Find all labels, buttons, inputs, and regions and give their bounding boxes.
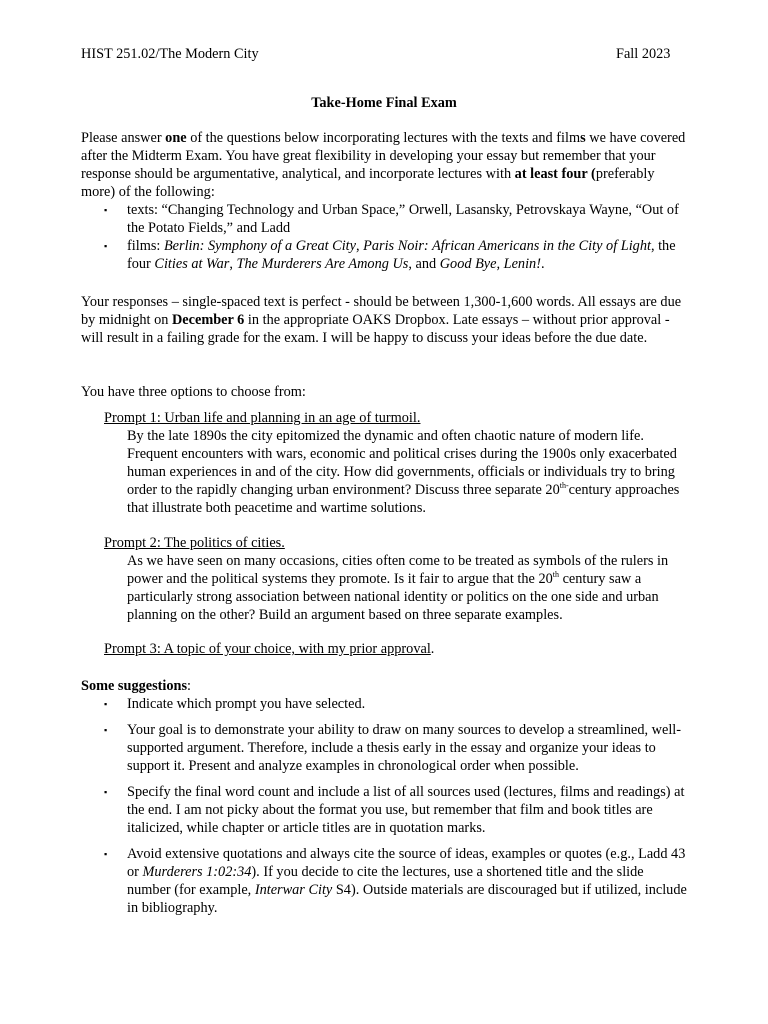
- list-item: ▪ Specify the final word count and include a list of all sources used (lectures, films and readings) at the end. I am not picky about the format you use, but remember that film and book titles are italicized, while chapter or article titles are in quotation marks.: [104, 784, 685, 836]
- options-intro: You have three options to choose from:: [81, 384, 306, 400]
- list-item: ▪ texts: “Changing Technology and Urban Space,” Orwell, Lasansky, Petrovskaya Wayne, “Out of the Potato Fields,” and Ladd: [104, 202, 679, 236]
- bullet-icon: ▪: [104, 725, 108, 735]
- bullet-icon: ▪: [104, 241, 108, 251]
- list-item: ▪ films: Berlin: Symphony of a Great City, Paris Noir: African Americans in the City of Light, the four Cities at War, The Murderers Are Among Us, and Good Bye, Lenin!.: [104, 238, 676, 272]
- intro-paragraph: Please answer one of the questions below incorporating lectures with the texts and films we have covered after the Midterm Exam. You have great flexibility in developing your essay but remember that your response should be argumentative, analytical, and incorporate lectures with at least four (preferably more) of the following: ▪ texts: “Changing Technology and Urban Space,” Orwell, Lasansky, Petrovskaya Wayne, “Out of the Potato Fields,” and Ladd ▪ films: Berlin: Symphony of a Great City, Paris Noir: African Americans in the City of Light, the four Cities at War, The Murderers Are Among Us, and Good Bye, Lenin!.: [81, 129, 688, 273]
- bullet-icon: ▪: [104, 849, 108, 859]
- list-item: ▪ Avoid extensive quotations and always cite the source of ideas, examples or quotes (e.g., Ladd 43 or Murderers 1:02:34). If you decide to cite the lectures, use a shortened title and the slide number (for example, Interwar City S4). Outside materials are discouraged but if utilized, include in bibliography.: [104, 846, 687, 916]
- course-header: HIST 251.02/The Modern City: [81, 46, 259, 62]
- prompt3-heading: Prompt 3: A topic of your choice, with my prior approval.: [104, 641, 435, 657]
- list-item: ▪ Your goal is to demonstrate your ability to draw on many sources to develop a streamlined, well-supported argument. Therefore, include a thesis early in the essay and organize your ideas to support it. Present and analyze examples in chronological order when possible.: [104, 722, 682, 774]
- bullet-icon: ▪: [104, 205, 108, 215]
- suggestions-section: Some suggestions: ▪ Indicate which prompt you have selected. ▪ Your goal is to demonstrate your ability to draw on many sources to develop a streamlined, well-supported argument. Therefore, include a thesis early in the essay and organize your ideas to support it. Present and analyze examples in chronological order when possible. ▪ Specify the final word count and include a list of all sources used (lectures, films and readings) at the end. I am not picky about the format you use, but remember that film and book titles are italicized, while chapter or article titles are in quotation marks. ▪ Avoid extensive quotations and always cite the source of ideas, examples or quotes (e.g., Ladd 43 or Murderers 1:02:34). If you decide to cite the lectures, use a shortened title and the slide number (for example, Interwar City S4). Outside materials are discouraged but if utilized, include in bibliography.: [81, 678, 687, 916]
- prompt1-heading: Prompt 1: Urban life and planning in an age of turmoil.: [104, 410, 421, 426]
- term-header: Fall 2023: [616, 46, 671, 62]
- list-item: ▪ Indicate which prompt you have selected.: [104, 696, 366, 712]
- prompt1-body: By the late 1890s the city epitomized the dynamic and often chaotic nature of modern life. Frequent encounters with wars, economic and political crises during the 1900s only exacerbated human experiences in and of the city. How did governments, officials or individuals try to bring order to the rapidly changing urban environment? Discuss three separate $20^{th-}century$ approaches that illustrate both peacetime and wartime solutions.: [127, 428, 680, 516]
- suggestions-heading: Some suggestions: [81, 678, 188, 694]
- bullet-icon: ▪: [104, 787, 108, 797]
- prompt2-heading: Prompt 2: The politics of cities.: [104, 535, 285, 551]
- exam-title: Take-Home Final Exam: [311, 95, 457, 111]
- responses-paragraph: Your responses – single-spaced text is perfect - should be between 1,300-1,600 words. All essays are due by midnight on December 6 in the appropriate OAKS Dropbox. Late essays – without prior approval - will result in a failing grade for the exam. I will be happy to discuss your ideas before the due date.: [81, 294, 682, 346]
- prompt2-body: As we have seen on many occasions, cities often come to be treated as symbols of the rulers in power and the political systems they promote. Is it fair to argue that the 20th century saw a particularly strong association between national identity or politics on the one side and urban planning on the other? Build an argument based on three separate examples.: [127, 553, 669, 623]
- bullet-icon: ▪: [104, 699, 108, 709]
